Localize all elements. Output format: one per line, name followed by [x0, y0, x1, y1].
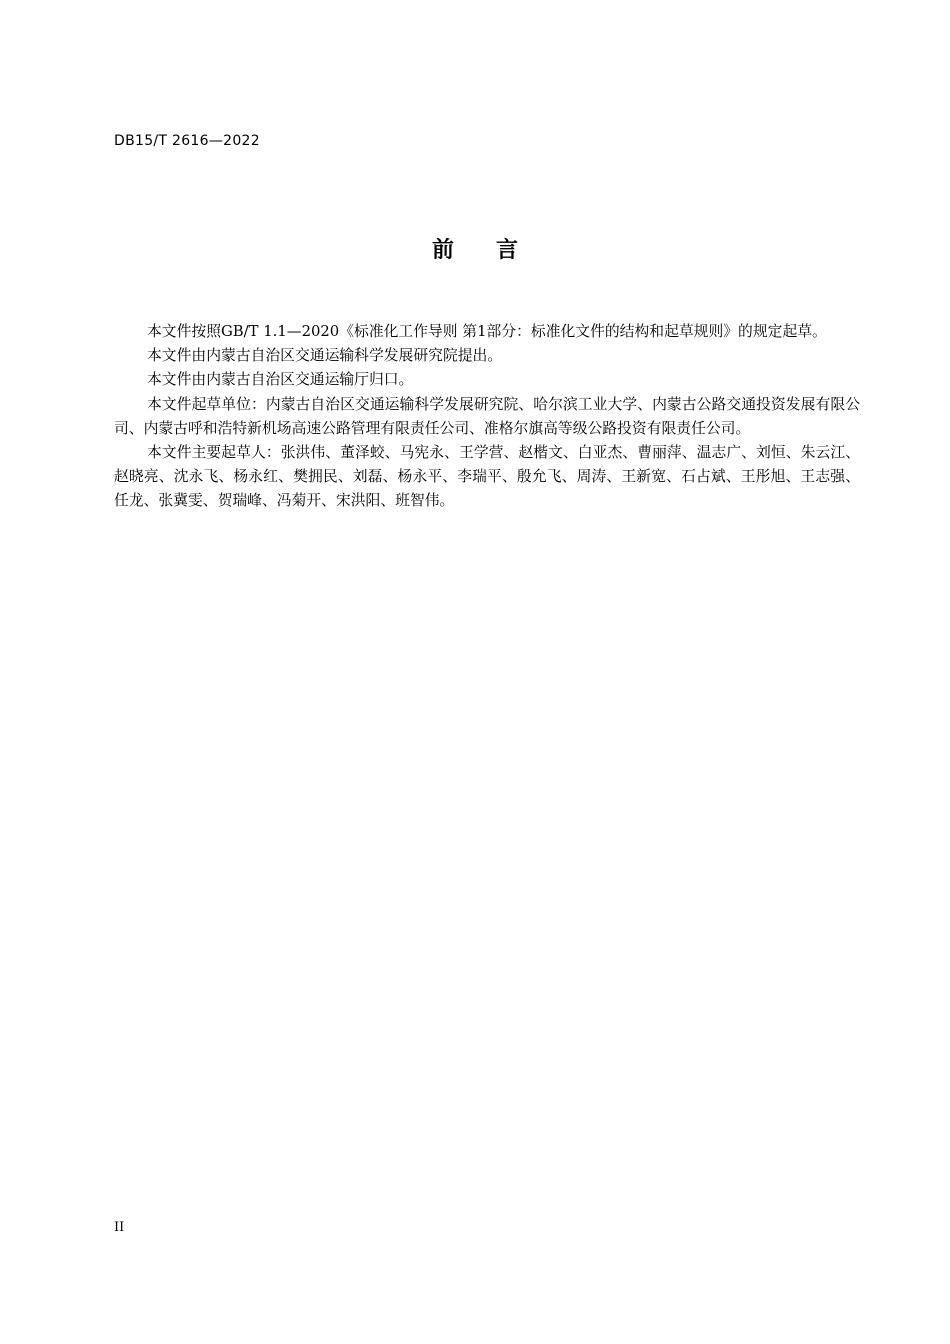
paragraph-drafting-units: 本文件起草单位：内蒙古自治区交通运输科学发展研究院、哈尔滨工业大学、内蒙古公路交通投资发展有限公司、内蒙古呼和浩特新机场高速公路管理有限责任公司、准格尔旗高等级公路投资有限责任公司。	[114, 395, 860, 437]
paragraph-proposer: 本文件由内蒙古自治区交通运输科学发展研究院提出。	[147, 347, 503, 365]
paragraph-administrator: 本文件由内蒙古自治区交通运输厅归口。	[147, 371, 414, 389]
paragraph-drafting-rules: 本文件按照GB/T 1.1—2020《标准化工作导则 第1部分：标准化文件的结构和起草规则》的规定起草。	[147, 323, 827, 340]
page-title: 前言	[431, 238, 560, 263]
paragraph-main-drafters: 本文件主要起草人：张洪伟、董泽蛟、马宪永、王学营、赵楷文、白亚杰、曹丽萍、温志广、刘恒、朱云江、赵晓亮、沈永飞、杨永红、樊拥民、刘磊、杨永平、李瑞平、殷允飞、周涛、王新宽、石占斌、王彤旭、王志强、任龙、张冀雯、贺瑞峰、冯菊开、宋洪阳、班智伟。	[114, 444, 860, 510]
foreword-body	[114, 320, 860, 514]
page-number: II	[114, 1220, 125, 1235]
document-code: DB15/T 2616—2022	[114, 133, 260, 149]
